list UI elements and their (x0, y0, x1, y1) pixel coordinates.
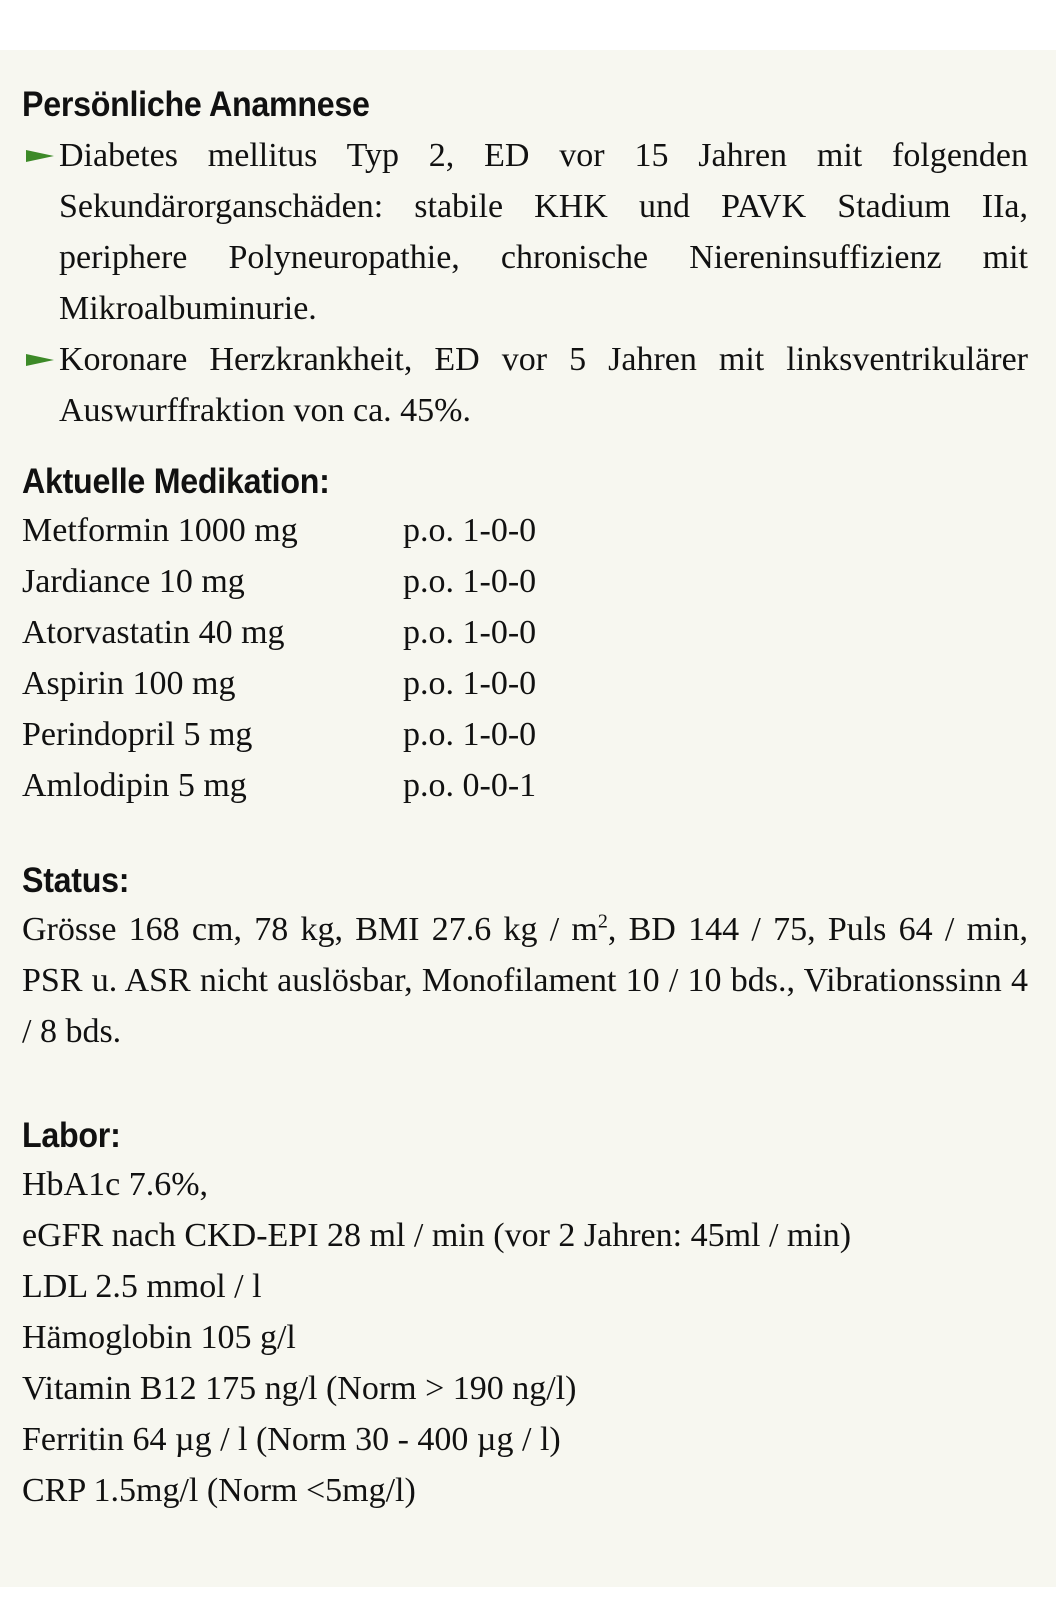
medication-name: Metformin 1000 mg (22, 512, 298, 549)
section-labor (22, 1116, 1028, 1516)
section-title-anamnese: Persönliche Anamnese (22, 85, 370, 124)
medication-dose: p.o. 1-0-0 (403, 716, 537, 753)
status-text (22, 904, 1028, 1057)
section-title-status: Status: (22, 861, 130, 900)
medication-dose: p.o. 1-0-0 (403, 614, 537, 651)
case-panel (0, 50, 1056, 1587)
medication-row (22, 658, 1028, 709)
medication-name: Atorvastatin 40 mg (22, 614, 285, 651)
medication-name: Aspirin 100 mg (22, 665, 236, 702)
medication-dose: p.o. 1-0-0 (403, 512, 537, 549)
anamnese-item-text: Diabetes mellitus Typ 2, ED vor 15 Jahren mit folgenden Sekundärorganschäden: stabile KHK und PAVK Stadium IIa, periphere Polyneuropathie, chronische Niereninsuffizienz mit Mikroalbuminurie. (59, 137, 1028, 327)
lab-value: Vitamin B12 175 ng/l (Norm > 190 ng/l) (22, 1370, 577, 1407)
status-superscript: 2 (597, 910, 608, 933)
triangle-arrow-icon (26, 354, 54, 366)
lab-value: Hämoglobin 105 g/l (22, 1319, 296, 1356)
status-text-part: , BD 144 / 75, Puls 64 / min, PSR u. ASR nicht auslösbar, Monofilament 10 / 10 bds., Vibrationssinn 4 / 8 bds. (22, 911, 1029, 1050)
medication-dose: p.o. 1-0-0 (403, 665, 537, 702)
section-title-medikation: Aktuelle Medikation: (22, 462, 330, 501)
medication-dose: p.o. 0-0-1 (403, 767, 537, 804)
section-status (22, 861, 1028, 1057)
medication-dose: p.o. 1-0-0 (403, 563, 537, 600)
lab-value: Ferritin 64 µg / l (Norm 30 - 400 µg / l) (22, 1421, 561, 1458)
medication-row (22, 556, 1028, 607)
anamnese-item (22, 130, 1028, 334)
triangle-arrow-icon (26, 150, 54, 162)
lab-value: HbA1c 7.6%, (22, 1166, 209, 1203)
medication-name: Amlodipin 5 mg (22, 767, 247, 804)
medication-name: Perindopril 5 mg (22, 716, 253, 753)
section-medikation (22, 462, 1028, 811)
lab-value: LDL 2.5 mmol / l (22, 1268, 262, 1305)
lab-value: eGFR nach CKD-EPI 28 ml / min (vor 2 Jahren: 45ml / min) (22, 1217, 852, 1254)
medication-row (22, 505, 1028, 556)
anamnese-item-text: Koronare Herzkrankheit, ED vor 5 Jahren mit linksventrikulärer Auswurffraktion von ca. 45%. (59, 341, 1028, 429)
anamnese-item (22, 334, 1028, 436)
section-title-labor: Labor: (22, 1116, 121, 1155)
medication-name: Jardiance 10 mg (22, 563, 245, 600)
lab-value: CRP 1.5mg/l (Norm <5mg/l) (22, 1472, 416, 1509)
section-anamnese (22, 85, 1028, 436)
status-text-part: Grösse 168 cm, 78 kg, BMI 27.6 kg / m (22, 911, 598, 948)
medication-row (22, 607, 1028, 658)
medication-row (22, 760, 1028, 811)
medication-row (22, 709, 1028, 760)
